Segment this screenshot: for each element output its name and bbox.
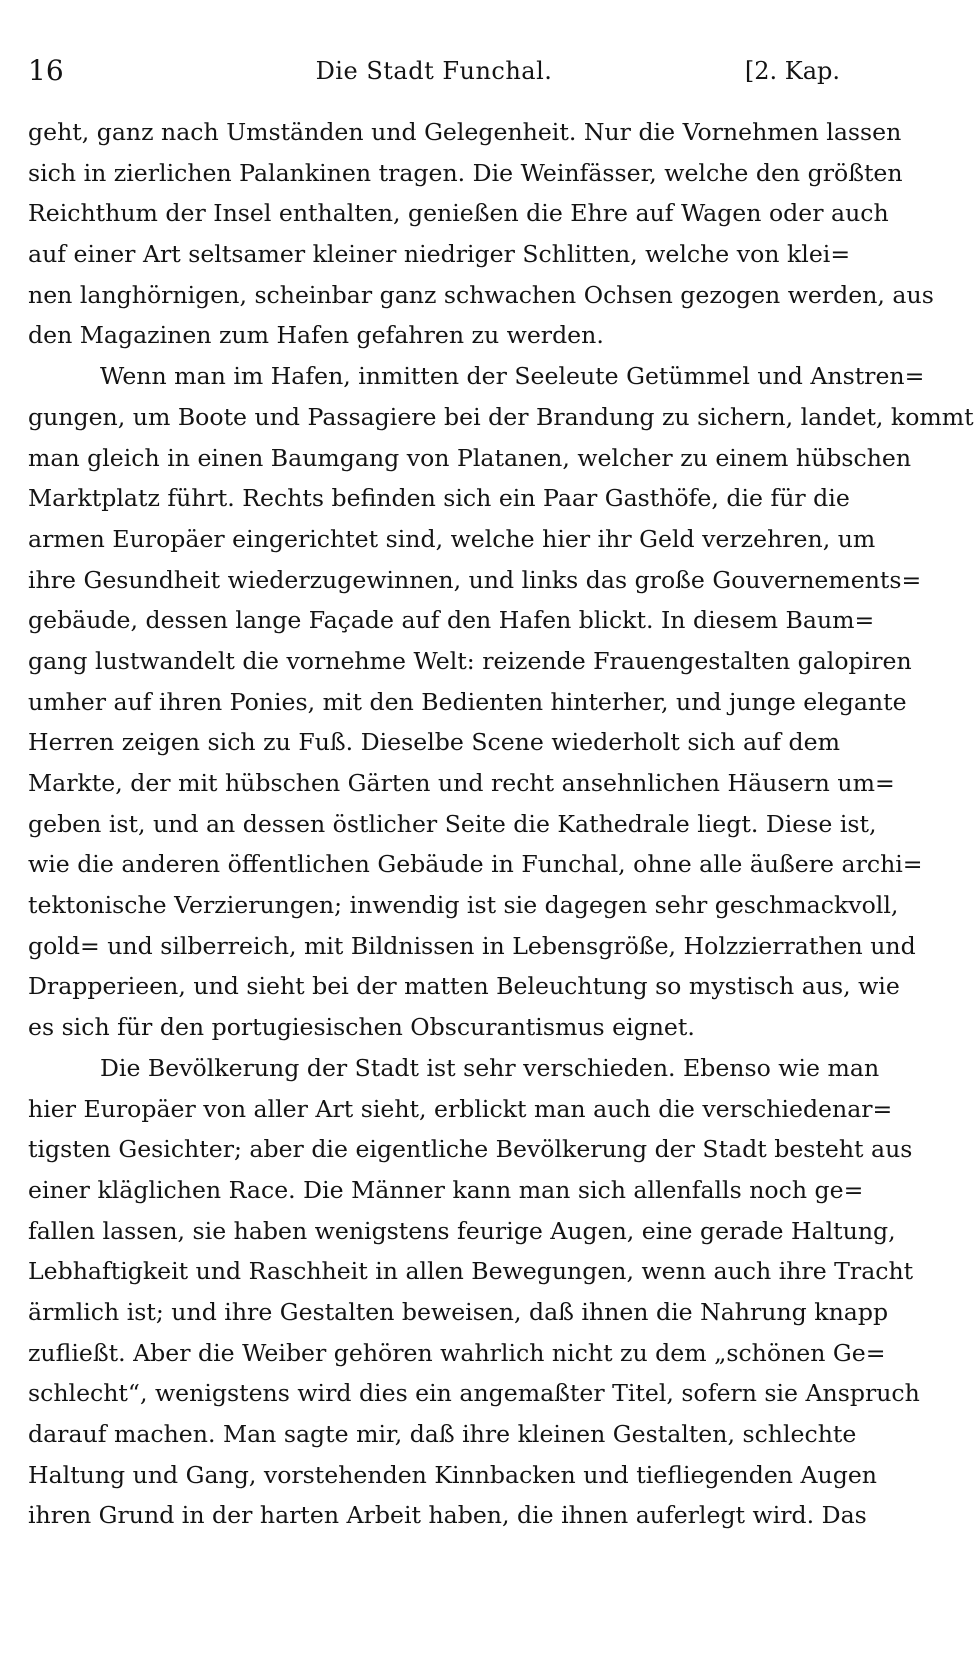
- text-line: einer kläglichen Race. Die Männer kann man sich allenfalls noch ge=: [28, 1175, 864, 1204]
- text-line: ihre Gesundheit wiederzugewinnen, und links das große Gouvernements=: [28, 565, 922, 594]
- text-line: wie die anderen öffentlichen Gebäude in Funchal, ohne alle äußere archi=: [28, 850, 923, 879]
- text-line: gold= und silberreich, mit Bildnissen in Lebensgröße, Holzzierrathen und: [28, 931, 916, 960]
- running-title: Die Stadt Funchal.: [315, 57, 553, 85]
- text-line: Herren zeigen sich zu Fuß. Dieselbe Scene wiederholt sich auf dem: [28, 728, 840, 757]
- text-line: tigsten Gesichter; aber die eigentliche Bevölkerung der Stadt besteht aus: [28, 1135, 913, 1164]
- page-header: [28, 42, 840, 100]
- text-line: man gleich in einen Baumgang von Platanen, welcher zu einem hübschen: [28, 443, 912, 472]
- text-line: Die Bevölkerung der Stadt ist sehr verschieden. Ebenso wie man: [100, 1053, 880, 1082]
- text-line: zufließt. Aber die Weiber gehören wahrlich nicht zu dem „schönen Ge=: [28, 1338, 886, 1367]
- text-line: Markte, der mit hübschen Gärten und recht ansehnlichen Häusern um=: [28, 769, 895, 797]
- text-line: sich in zierlichen Palankinen tragen. Die Weinfässer, welche den größten: [28, 158, 903, 187]
- book-page: [28, 42, 974, 1602]
- text-line: gungen, um Boote und Passagiere bei der Brandung zu sichern, landet, kommt: [28, 402, 974, 431]
- page-number: 16: [28, 54, 64, 87]
- text-line: darauf machen. Man sagte mir, daß ihre kleinen Gestalten, schlechte: [28, 1420, 857, 1448]
- text-line: den Magazinen zum Hafen gefahren zu werden.: [28, 321, 604, 350]
- text-line: schlecht“, wenigstens wird dies ein angemaßter Titel, sofern sie Anspruch: [28, 1379, 920, 1408]
- text-line: geht, ganz nach Umständen und Gelegenheit. Nur die Vornehmen lassen: [28, 118, 902, 146]
- text-line: gang lustwandelt die vornehme Welt: reizende Frauengestalten galopiren: [28, 646, 912, 675]
- text-line: ihren Grund in der harten Arbeit haben, die ihnen auferlegt wird. Das: [28, 1501, 867, 1530]
- text-line: Marktplatz führt. Rechts befinden sich ein Paar Gasthöfe, die für die: [28, 484, 850, 513]
- text-line: Drapperieen, und sieht bei der matten Beleuchtung so mystisch aus, wie: [28, 972, 900, 1001]
- text-line: auf einer Art seltsamer kleiner niedriger Schlitten, welche von klei=: [28, 240, 851, 269]
- text-line: gebäude, dessen lange Façade auf den Hafen blickt. In diesem Baum=: [28, 606, 875, 635]
- text-line: es sich für den portugiesischen Obscurantismus eignet.: [28, 1013, 695, 1042]
- chapter-reference: [2. Kap.: [744, 57, 840, 85]
- text-line: Reichthum der Insel enthalten, genießen die Ehre auf Wagen oder auch: [28, 199, 889, 228]
- text-line: hier Europäer von aller Art sieht, erblickt man auch die verschiedenar=: [28, 1094, 893, 1123]
- body-text: [28, 112, 974, 1536]
- text-line: Lebhaftigkeit und Raschheit in allen Bewegungen, wenn auch ihre Tracht: [28, 1257, 914, 1286]
- text-line: ärmlich ist; und ihre Gestalten beweisen, daß ihnen die Nahrung knapp: [28, 1297, 889, 1326]
- text-line: fallen lassen, sie haben wenigstens feurige Augen, eine gerade Haltung,: [28, 1216, 896, 1245]
- text-line: nen langhörnigen, scheinbar ganz schwachen Ochsen gezogen werden, aus: [28, 280, 934, 309]
- text-line: geben ist, und an dessen östlicher Seite die Kathedrale liegt. Diese ist,: [28, 809, 877, 838]
- text-line: umher auf ihren Ponies, mit den Bedienten hinterher, und junge elegante: [28, 687, 907, 716]
- text-line: Haltung und Gang, vorstehenden Kinnbacken und tiefliegenden Augen: [28, 1460, 877, 1489]
- text-line: armen Europäer eingerichtet sind, welche hier ihr Geld verzehren, um: [28, 524, 876, 553]
- text-line: tektonische Verzierungen; inwendig ist sie dagegen sehr geschmackvoll,: [28, 891, 899, 920]
- text-line: Wenn man im Hafen, inmitten der Seeleute Getümmel und Anstren=: [100, 362, 925, 391]
